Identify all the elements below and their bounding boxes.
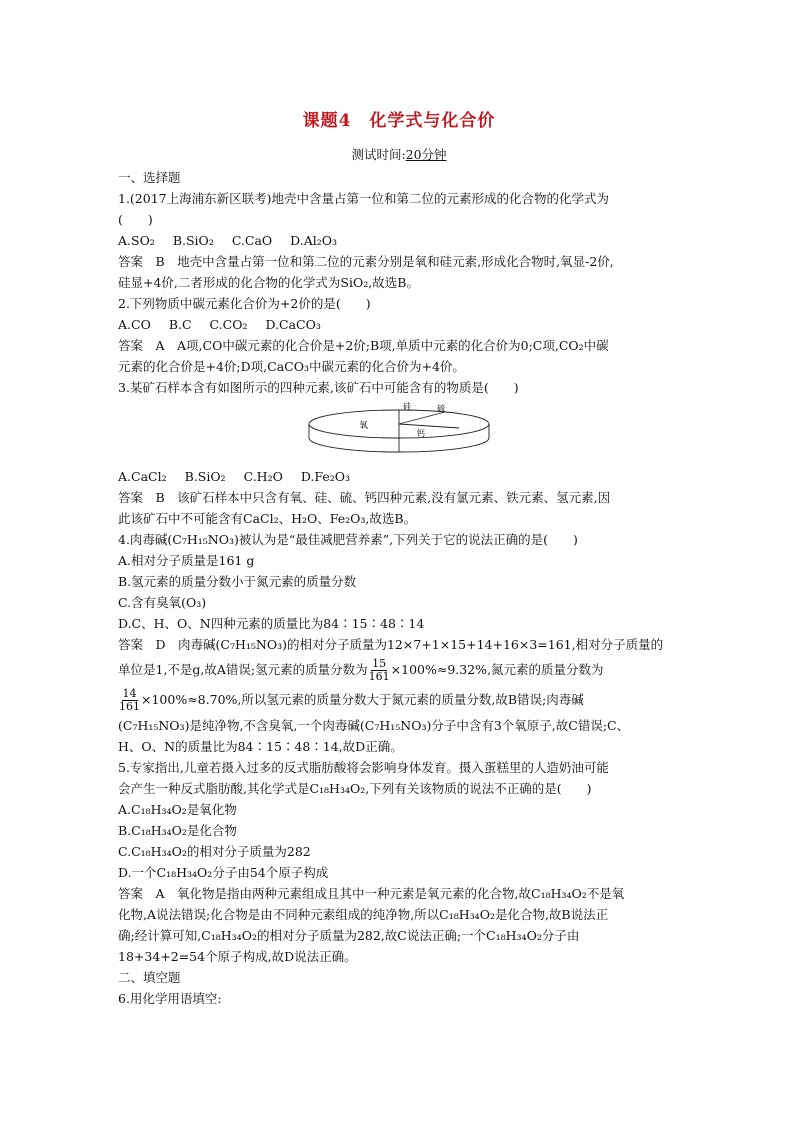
document-page xyxy=(118,96,680,1009)
option: B.C xyxy=(168,317,192,332)
q4-answer-text: ×100%≈8.70%,所以氢元素的质量分数大于氮元素的质量分数,故B错误;肉毒碱 xyxy=(141,692,584,707)
q2-answer-cont: 元素的化合价是+4价;D项,CaCO₃中碳元素的化合价为+4价。 xyxy=(118,359,465,374)
option: D.Al₂O₃ xyxy=(290,233,338,248)
q1-options xyxy=(118,230,680,251)
q4-answer-line2 xyxy=(118,655,680,685)
fraction-numerator: 14 xyxy=(122,687,137,700)
q4-option-d: D.C、H、O、N四种元素的质量比为84∶15∶48∶14 xyxy=(118,616,425,631)
q6-stem: 6.用化学用语填空: xyxy=(118,991,222,1006)
time-value: 20分钟 xyxy=(405,147,447,162)
q4-option-a: A.相对分子质量是161 g xyxy=(118,553,255,568)
fraction-denominator: 161 xyxy=(368,670,390,683)
option: C.CaO xyxy=(231,233,273,248)
q4-answer-line4: (C₇H₁₅NO₃)是纯净物,不含臭氧,一个肉毒碱(C₇H₁₅NO₃)分子中含有3个氧原子,故C错误;C、 xyxy=(118,718,630,733)
test-time xyxy=(118,145,680,163)
q1-stem-bracket: ( ) xyxy=(118,212,153,227)
q5-stem-cont: 会产生一种反式脂肪酸,其化学式是C₁₈H₃₄O₂,下列有关该物质的说法不正确的是( ) xyxy=(118,781,592,796)
pie-label-calcium: 钙 xyxy=(417,429,425,438)
pie-label-sulfur: 硫 xyxy=(437,404,445,413)
q4-answer-line3 xyxy=(118,685,680,715)
q5-answer: 答案 A 氧化物是指由两种元素组成且其中一种元素是氧元素的化合物,故C₁₈H₃₄O₂不是氧 xyxy=(118,886,625,901)
q5-answer-line3: 确;经计算可知,C₁₈H₃₄O₂的相对分子质量为282,故C说法正确;一个C₁₈H₃₄O₂分子由 xyxy=(118,928,580,943)
fraction-numerator: 15 xyxy=(372,657,387,670)
q3-answer: 答案 B 该矿石样本中只含有氧、硅、硫、钙四种元素,没有氯元素、铁元素、氢元素,因 xyxy=(118,490,611,505)
time-label: 测试时间: xyxy=(351,147,406,162)
option: A.CaCl₂ xyxy=(118,469,167,484)
fraction-hydrogen xyxy=(369,658,390,683)
q5-option-b: B.C₁₈H₃₄O₂是化合物 xyxy=(118,823,237,838)
q4-answer: 答案 D 肉毒碱(C₇H₁₅NO₃)的相对分子质量为12×7+1×15+14+16×3=161,相对分子质量的 xyxy=(118,637,664,652)
page-title: 课题4 化学式与化合价 xyxy=(302,111,496,131)
q3-options xyxy=(118,466,680,487)
option: A.CO xyxy=(118,317,151,332)
q5-option-d: D.一个C₁₈H₃₄O₂分子由54个原子构成 xyxy=(118,865,329,880)
q5-answer-line2: 化物,A说法错误;化合物是由不同种元素组成的纯净物,所以C₁₈H₃₄O₂是化合物,故B说法正 xyxy=(118,907,609,922)
q5-option-c: C.C₁₈H₃₄O₂的相对分子质量为282 xyxy=(118,844,311,859)
fraction-denominator: 161 xyxy=(119,700,140,713)
section-heading-choice: 一、选择题 xyxy=(118,170,181,185)
option: C.H₂O xyxy=(243,469,283,484)
option: B.SiO₂ xyxy=(172,233,214,248)
q1-answer-cont: 硅显+4价,二者形成的化合物的化学式为SiO₂,故选B。 xyxy=(118,275,419,290)
fraction-nitrogen xyxy=(119,688,140,713)
q1-stem: 1.(2017上海浦东新区联考)地壳中含量占第一位和第二位的元素形成的化合物的化学式为 xyxy=(118,191,609,206)
q4-stem: 4.肉毒碱(C₇H₁₅NO₃)被认为是“最佳减肥营养素”,下列关于它的说法正确的是( ) xyxy=(118,532,578,547)
q4-answer-text: 单位是1,不是g,故A错误;氢元素的质量分数为 xyxy=(118,662,368,677)
q3-answer-cont: 此该矿石中不可能含有CaCl₂、H₂O、Fe₂O₃,故选B。 xyxy=(118,511,417,526)
q2-answer: 答案 A A项,CO中碳元素的化合价是+2价;B项,单质中元素的化合价为0;C项,CO₂中碳 xyxy=(118,338,609,353)
pie-label-oxygen: 氧 xyxy=(359,421,369,431)
q5-answer-line4: 18+34+2=54个原子构成,故D说法正确。 xyxy=(118,949,357,964)
pie-label-silicon: 硅 xyxy=(403,402,411,411)
option: B.SiO₂ xyxy=(184,469,226,484)
option: C.CO₂ xyxy=(209,317,248,332)
element-pie-3d xyxy=(299,402,499,458)
q4-answer-text: ×100%≈9.32%,氮元素的质量分数为 xyxy=(390,662,604,677)
q4-answer-line5: H、O、N的质量比为84∶15∶48∶14,故D正确。 xyxy=(118,739,403,754)
option: D.CaCO₃ xyxy=(265,317,321,332)
option: D.Fe₂O₃ xyxy=(300,469,351,484)
q3-stem: 3.某矿石样本含有如图所示的四种元素,该矿石中可能含有的物质是( ) xyxy=(118,380,519,395)
q5-option-a: A.C₁₈H₃₄O₂是氧化物 xyxy=(118,802,237,817)
pie-figure xyxy=(118,402,680,458)
option: A.SO₂ xyxy=(118,233,155,248)
q4-option-b: B.氢元素的质量分数小于氮元素的质量分数 xyxy=(118,574,357,589)
q4-option-c: C.含有臭氧(O₃) xyxy=(118,595,207,610)
section-heading-fill: 二、填空题 xyxy=(118,970,181,985)
q2-options xyxy=(118,314,680,335)
q1-answer: 答案 B 地壳中含量占第一位和第二位的元素分别是氧和硅元素,形成化合物时,氧显-2价, xyxy=(118,254,614,269)
q5-stem: 5.专家指出,儿童若摄入过多的反式脂肪酸将会影响身体发育。摄入蛋糕里的人造奶油可能 xyxy=(118,760,609,775)
q2-stem: 2.下列物质中碳元素化合价为+2价的是( ) xyxy=(118,296,371,311)
